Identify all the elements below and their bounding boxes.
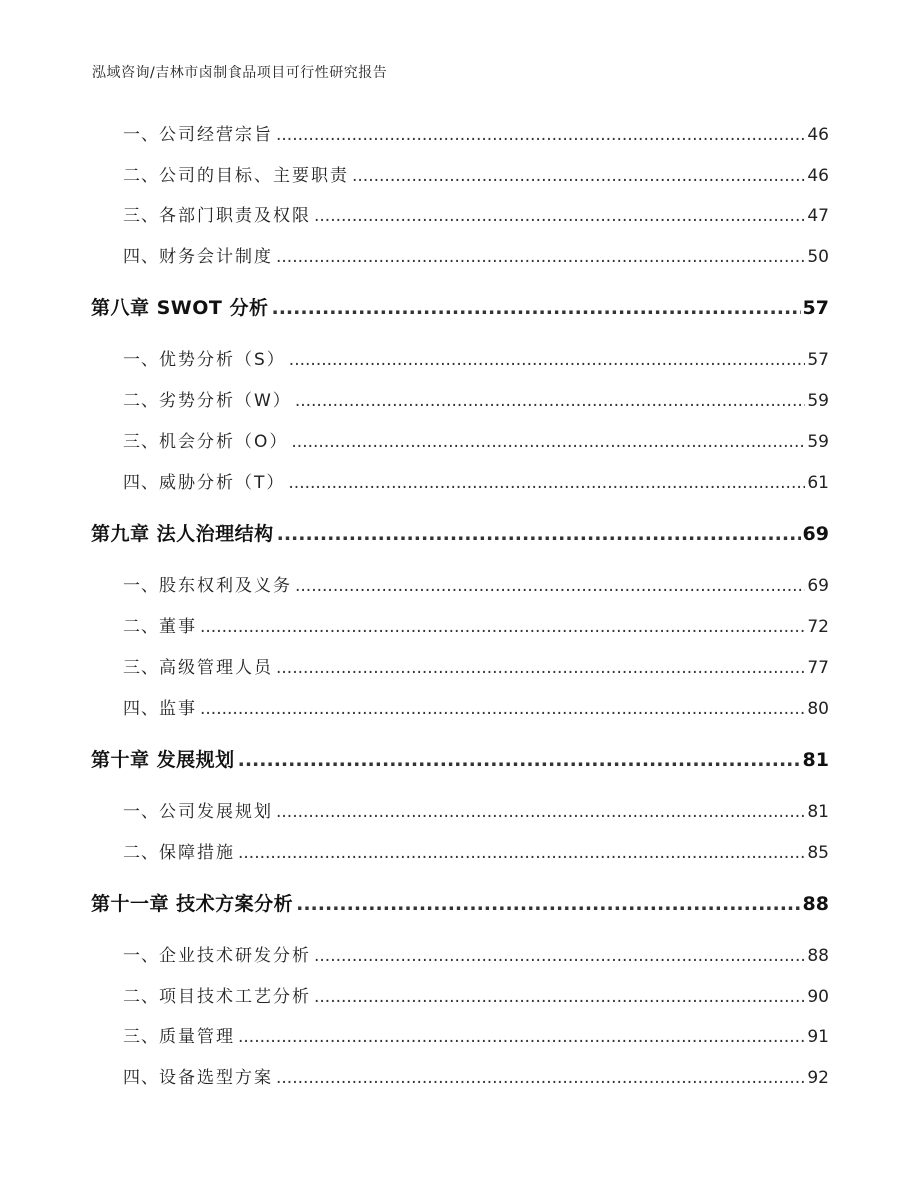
toc-entry-title: 机会分析（O） [159,432,289,452]
toc-entry-title: 威胁分析（T） [159,473,286,493]
toc-entry-number: 一、 [123,946,159,966]
toc-entry[interactable] [0,798,920,826]
toc-chapter-title: 第十一章 技术方案分析 [91,893,294,915]
toc-chapter-page: 57 [802,297,829,319]
toc-entry-number: 一、 [123,576,159,596]
toc-dot-leader [276,654,805,682]
toc-entry[interactable] [0,162,920,190]
toc-entry[interactable] [0,572,920,600]
toc-entry-title: 各部门职责及权限 [159,206,311,226]
toc-entry-page: 47 [807,206,829,226]
toc-chapter-title: 第九章 法人治理结构 [91,523,274,545]
toc-entry-title: 财务会计制度 [159,247,273,267]
toc-dot-leader [238,746,801,774]
toc-dot-leader [288,469,805,497]
toc-entry[interactable] [0,346,920,374]
toc-entry[interactable] [0,469,920,497]
toc-chapter-page: 81 [802,749,829,771]
toc-entry-page: 88 [807,946,829,966]
toc-entry-page: 46 [807,125,829,145]
toc-entry-number: 一、 [123,802,159,822]
toc-entry-page: 90 [807,987,829,1007]
toc-chapter-page: 69 [802,523,829,545]
toc-dot-leader [276,243,805,271]
toc-dot-leader [200,695,805,723]
toc-chapter-entry[interactable] [0,294,920,322]
toc-dot-leader [295,387,806,415]
toc-entry-title: 公司发展规划 [159,802,273,822]
toc-entry-page: 85 [807,843,829,863]
toc-entry-number: 四、 [123,699,159,719]
toc-dot-leader [314,202,805,230]
toc-chapter-title: 第八章 SWOT 分析 [91,297,269,319]
toc-entry[interactable] [0,695,920,723]
toc-entry-title: 股东权利及义务 [159,576,292,596]
toc-entry-page: 69 [807,576,829,596]
toc-entry[interactable] [0,428,920,456]
toc-entry-number: 二、 [123,166,159,186]
toc-dot-leader [200,613,805,641]
toc-entry[interactable] [0,839,920,867]
toc-entry-title: 高级管理人员 [159,658,273,678]
toc-dot-leader [291,428,805,456]
running-header: 泓域咨询/吉林市卤制食品项目可行性研究报告 [92,65,388,81]
toc-dot-leader [238,1023,805,1051]
toc-chapter-title: 第十章 发展规划 [91,749,235,771]
toc-entry[interactable] [0,613,920,641]
toc-entry[interactable] [0,1023,920,1051]
toc-entry[interactable] [0,942,920,970]
toc-entry-title: 质量管理 [159,1027,235,1047]
toc-dot-leader [271,294,800,322]
toc-entry-title: 保障措施 [159,843,235,863]
toc-entry-number: 四、 [123,473,159,493]
toc-entry-title: 公司的目标、主要职责 [159,166,349,186]
toc-dot-leader [276,798,805,826]
toc-entry-page: 91 [807,1027,829,1047]
toc-entry-number: 三、 [123,1027,159,1047]
toc-entry-number: 二、 [123,617,159,637]
toc-entry-number: 三、 [123,206,159,226]
toc-dot-leader [314,983,805,1011]
toc-entry-title: 设备选型方案 [159,1068,273,1088]
toc-entry-page: 57 [807,350,829,370]
toc-entry[interactable] [0,243,920,271]
toc-entry-page: 72 [807,617,829,637]
toc-entry-page: 81 [807,802,829,822]
toc-entry[interactable] [0,654,920,682]
toc-entry-title: 项目技术工艺分析 [159,987,311,1007]
toc-entry[interactable] [0,202,920,230]
toc-chapter-page: 88 [802,893,829,915]
toc-dot-leader [289,346,806,374]
toc-dot-leader [314,942,805,970]
toc-entry-page: 50 [807,247,829,267]
toc-chapter-entry[interactable] [0,746,920,774]
toc-entry-page: 77 [807,658,829,678]
toc-dot-leader [276,121,805,149]
toc-dot-leader [296,890,800,918]
toc-dot-leader [277,520,801,548]
toc-entry-number: 一、 [123,125,159,145]
toc-entry-number: 三、 [123,432,159,452]
toc-chapter-entry[interactable] [0,520,920,548]
toc-entry-page: 92 [807,1068,829,1088]
toc-entry-number: 一、 [123,350,159,370]
toc-entry-title: 监事 [159,699,197,719]
toc-entry-title: 企业技术研发分析 [159,946,311,966]
toc-entry-number: 二、 [123,843,159,863]
toc-entry-page: 46 [807,166,829,186]
toc-entry-page: 61 [807,473,829,493]
toc-entry-number: 三、 [123,658,159,678]
toc-entry-title: 劣势分析（W） [159,391,292,411]
toc-entry-page: 80 [807,699,829,719]
toc-dot-leader [238,839,805,867]
toc-dot-leader [352,162,805,190]
toc-entry[interactable] [0,983,920,1011]
toc-entry-title: 董事 [159,617,197,637]
toc-entry[interactable] [0,1064,920,1092]
toc-entry-number: 二、 [123,987,159,1007]
toc-entry-number: 二、 [123,391,159,411]
toc-entry-title: 优势分析（S） [159,350,286,370]
toc-dot-leader [276,1064,805,1092]
toc-dot-leader [295,572,805,600]
toc-entry-title: 公司经营宗旨 [159,125,273,145]
toc-entry-page: 59 [807,391,829,411]
toc-chapter-entry[interactable] [0,890,920,918]
toc-entry[interactable] [0,121,920,149]
toc-entry[interactable] [0,387,920,415]
toc-entry-page: 59 [807,432,829,452]
toc-entry-number: 四、 [123,247,159,267]
toc-entry-number: 四、 [123,1068,159,1088]
